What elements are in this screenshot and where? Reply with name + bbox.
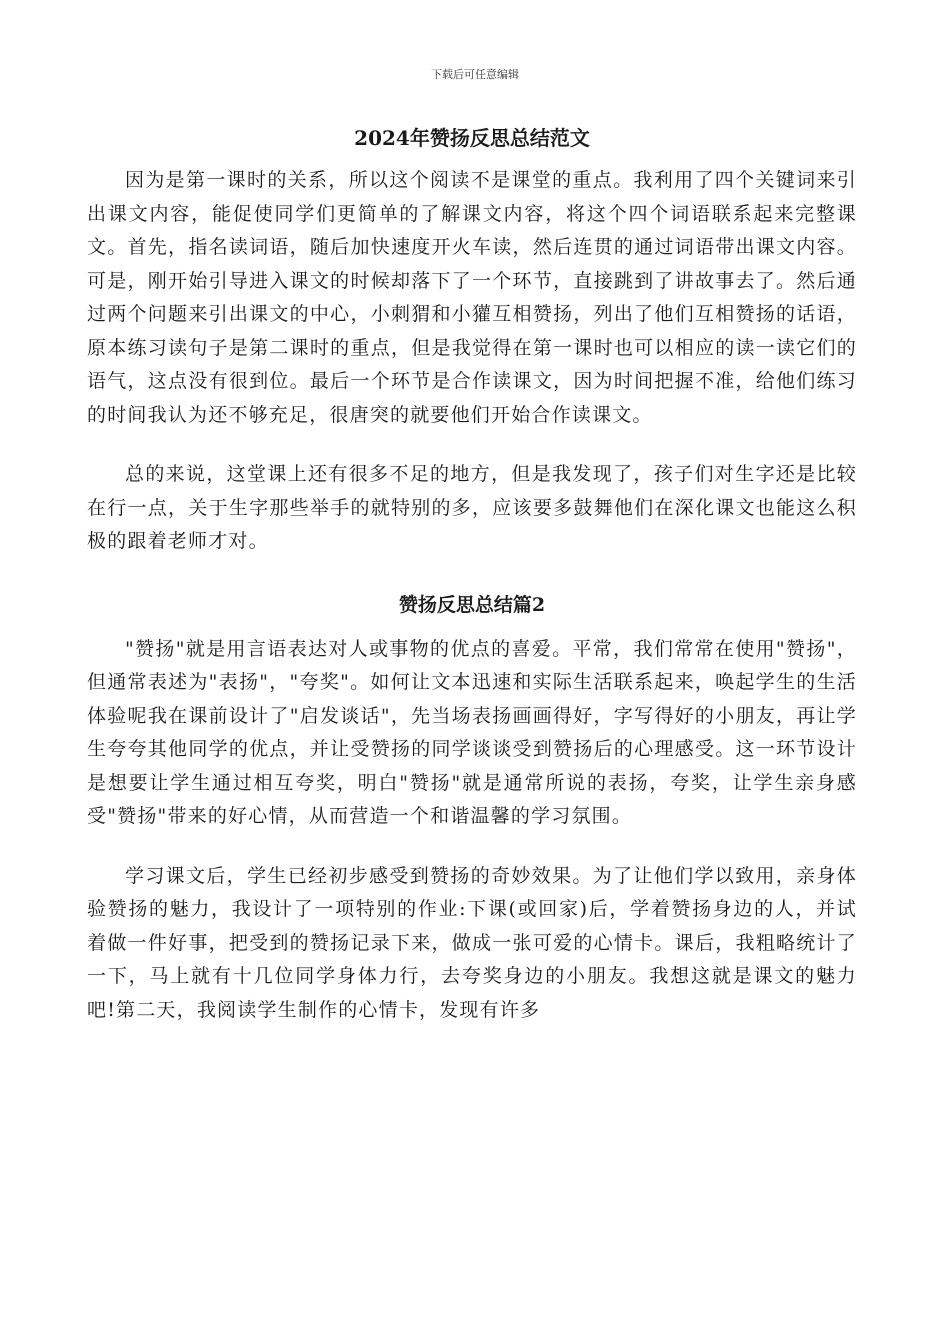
document-body xyxy=(87,118,857,1053)
paragraph: 总的来说，这堂课上还有很多不足的地方，但是我发现了，孩子们对生字还是比较在行一点，关于生字那些举手的就特别的多，应该要多鼓舞他们在深化课文也能这么积极的跟着老师才对。 xyxy=(87,463,857,552)
section-title: 赞扬反思总结篇2 xyxy=(398,593,546,616)
paragraph: 因为是第一课时的关系，所以这个阅读不是课堂的重点。我利用了四个关键词来引出课文内容，能促使同学们更简单的了解课文内容，将这个四个词语联系起来完整课文。首先，指名读词语，随后加快速度开火车读，然后连贯的通过词语带出课文内容。可是，刚开始引导进入课文的时候却落下了一个环节，直接跳到了讲故事去了。然后通过两个问题来引出课文的中心，小刺猬和小獾互相赞扬，列出了他们互相赞扬的话语，原本练习读句子是第二课时的重点，但是我觉得在第一课时也可以相应的读一读它们的语气，这点没有很到位。最后一个环节是合作读课文，因为时间把握不准，给他们练习的时间我认为还不够充足，很唐突的就要他们开始合作读课文。 xyxy=(87,169,857,426)
document-title: 2024年赞扬反思总结范文 xyxy=(354,126,590,150)
paragraph: 学习课文后，学生已经初步感受到赞扬的奇妙效果。为了让他们学以致用，亲身体验赞扬的魅力，我设计了一项特别的作业:下课(或回家)后，学着赞扬身边的人，并试着做一件好事，把受到的赞扬记录下来，做成一张可爱的心情卡。课后，我粗略统计了一下，马上就有十几位同学身体力行，去夸奖身边的小朋友。我想这就是课文的魅力吧!第二天，我阅读学生制作的心情卡，发现有许多 xyxy=(87,864,857,1021)
paragraph: "赞扬"就是用言语表达对人或事物的优点的喜爱。平常，我们常常在使用"赞扬"，但通常表述为"表扬"，"夸奖"。如何让文本迅速和实际生活联系起来，唤起学生的生活体验呢我在课前设计了"启发谈话"，先当场表扬画画得好，字写得好的小朋友，再让学生夸夸其他同学的优点，并让受赞扬的同学谈谈受到赞扬后的心理感受。这一环节设计是想要让学生通过相互夸奖，明白"赞扬"就是通常所说的表扬，夸奖，让学生亲身感受"赞扬"带来的好心情，从而营造一个和谐温馨的学习氛围。 xyxy=(87,637,857,827)
header-note: 下载后可任意编辑 xyxy=(431,68,519,81)
